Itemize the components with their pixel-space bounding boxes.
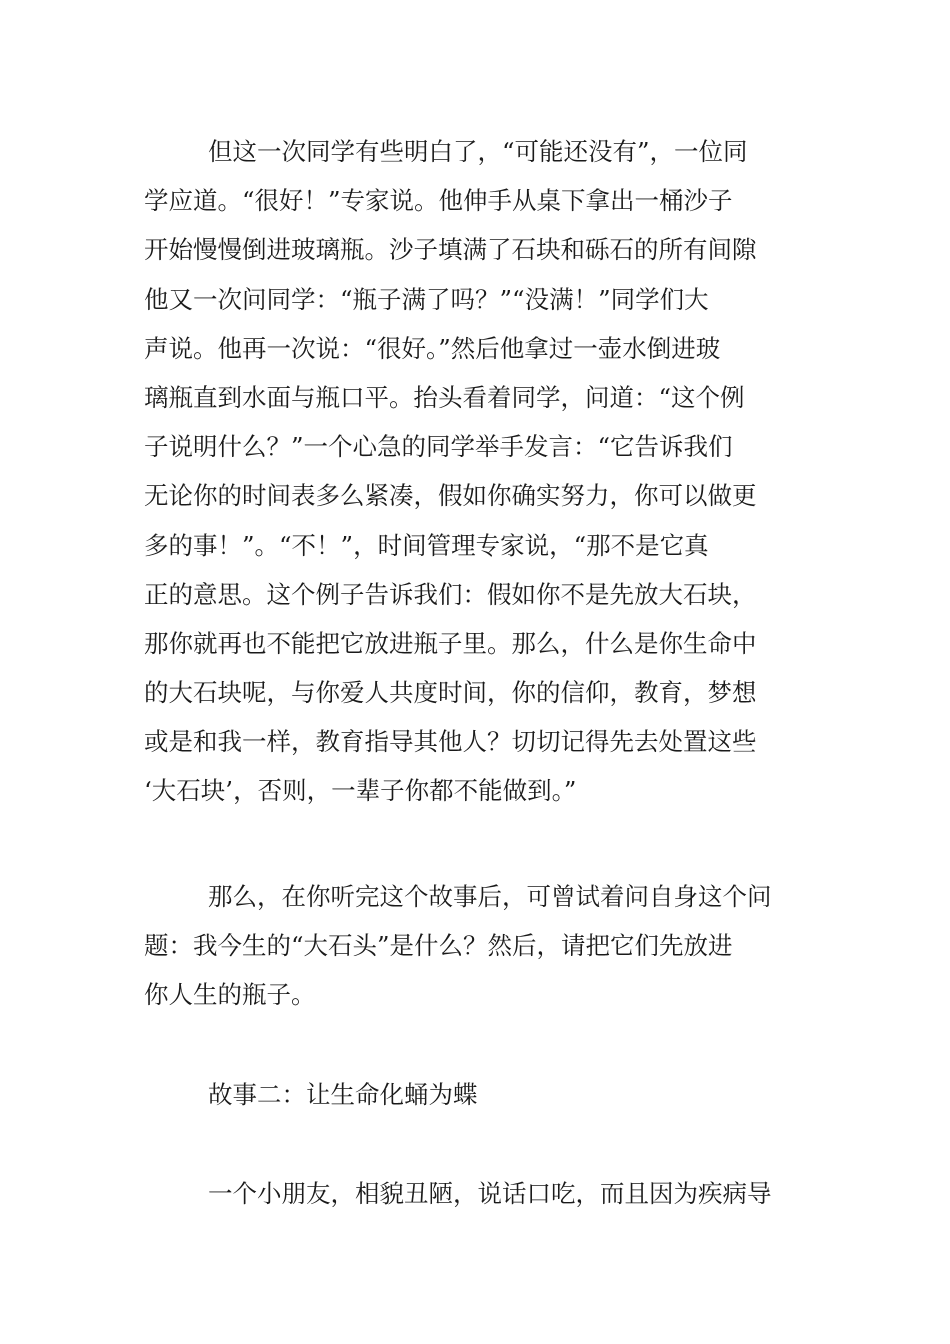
text-line: 的大石块呢，与你爱人共度时间，你的信仰，教育，梦想: [144, 678, 757, 708]
text-line: 无论你的时间表多么紧凑，假如你确实努力，你可以做更: [144, 481, 757, 511]
section-heading: [144, 1070, 814, 1119]
text-line: 多的事！”。“不！”，时间管理专家说，“那不是它真: [144, 530, 709, 560]
text-line: 你人生的瓶子。: [144, 980, 316, 1010]
text-line: 一个小朋友，相貌丑陋，说话口吃，而且因为疾病导: [208, 1179, 772, 1208]
text-line: 学应道。“很好！”专家说。他伸手从桌下拿出一桶沙子: [144, 186, 733, 216]
text-line: ‘大石块’，否则，一辈子你都不能做到。”: [144, 776, 577, 806]
text-line: 开始慢慢倒进玻璃瓶。沙子填满了石块和砾石的所有间隙: [144, 235, 757, 265]
paragraph-3: [144, 1169, 814, 1218]
text-line: 璃瓶直到水面与瓶口平。抬头看着同学，问道：“这个例: [144, 382, 745, 412]
text-line: 正的意思。这个例子告诉我们：假如你不是先放大石块，: [144, 579, 757, 609]
text-line: 或是和我一样，教育指导其他人？切切记得先去处置这些: [144, 727, 757, 757]
text-line: 他又一次问同学：“瓶子满了吗？”“没满！”同学们大: [144, 284, 709, 314]
paragraph-1: [144, 127, 814, 816]
text-line: 声说。他再一次说：“很好。”然后他拿过一壶水倒进玻: [144, 333, 721, 363]
text-line: 那你就再也不能把它放进瓶子里。那么，什么是你生命中: [144, 628, 757, 658]
text-line: 子说明什么？”一个心急的同学举手发言：“它告诉我们: [144, 432, 733, 462]
text-line: 但这一次同学有些明白了，“可能还没有”，一位同: [208, 137, 748, 166]
text-line: 那么，在你听完这个故事后，可曾试着问自身这个问: [208, 882, 772, 911]
paragraph-2: [144, 872, 814, 1020]
heading-text: 故事二：让生命化蛹为蝶: [208, 1080, 478, 1109]
text-line: 题：我今生的“大石头”是什么？然后，请把它们先放进: [144, 931, 733, 961]
